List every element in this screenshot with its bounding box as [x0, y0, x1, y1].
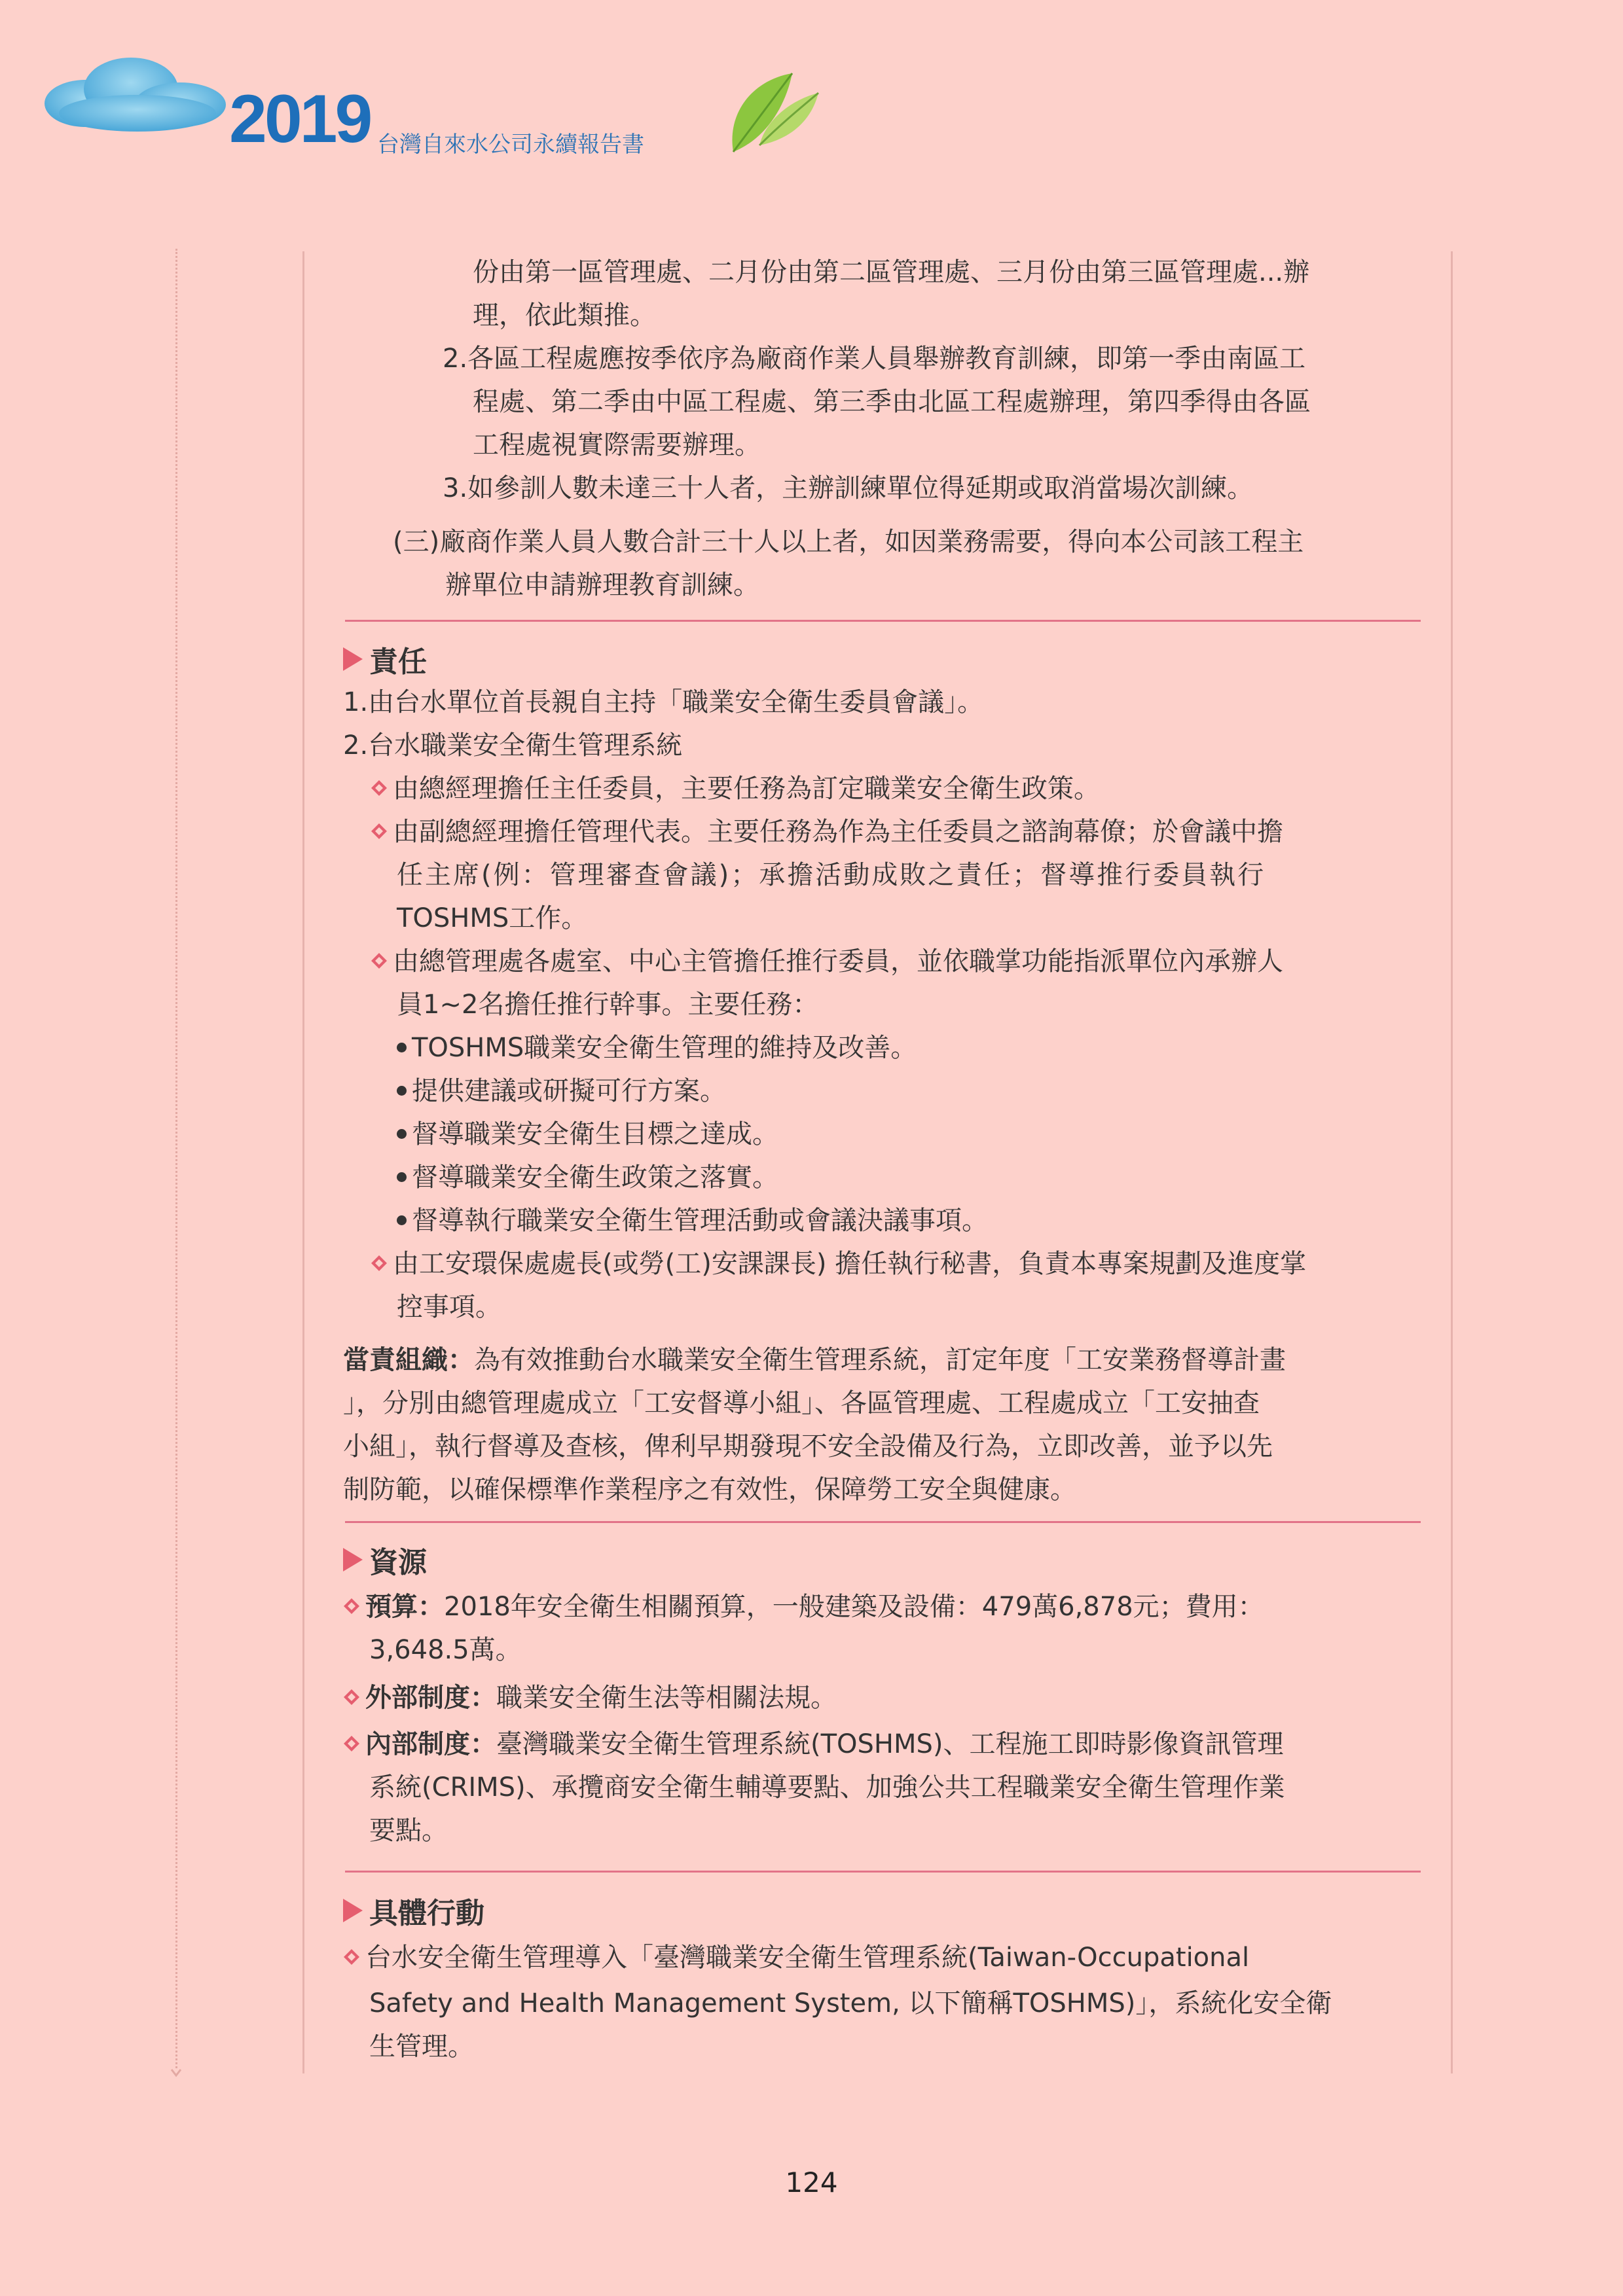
diamond-bullet-icon — [343, 1689, 360, 1706]
diamond-bullet-icon — [371, 1255, 388, 1272]
dot-bullet-icon — [397, 1086, 407, 1096]
action-item-cont: Safety and Health Management System, 以下簡稱TOSHMS)」，系統化安全衛 — [369, 1988, 1332, 2018]
section-divider — [345, 620, 1421, 622]
responsibility-item-2: 2.台水職業安全衛生管理系統 — [343, 730, 683, 761]
section-heading-resources: 資源 — [343, 1538, 427, 1581]
right-rule — [1451, 251, 1453, 2073]
intro-item-3: 3.如參訓人數未達三十人者，主辦訓練單位得延期或取消當場次訓練。 — [443, 473, 1254, 503]
intro-line: 理，依此類推。 — [473, 300, 656, 331]
triangle-bullet-icon — [343, 1548, 363, 1571]
section-divider — [345, 1521, 1421, 1523]
intro-line: 份由第一區管理處、二月份由第二區管理處、三月份由第三區管理處...辦 — [473, 257, 1310, 287]
dot-bullet-icon — [397, 1129, 407, 1139]
dot-bullet-icon — [397, 1043, 407, 1052]
accountability-paragraph: 小組」，執行督導及查核，俾利早期發現不安全設備及行為，立即改善，並予以先 — [343, 1431, 1273, 1462]
leaf-logo-icon — [720, 60, 825, 158]
dot-bullet-icon — [397, 1172, 407, 1182]
action-item: 台水安全衛生管理導入「臺灣職業安全衛生管理系統(Taiwan-Occupational — [343, 1936, 1249, 1979]
intro-paragraph-3: 辦單位申請辦理教育訓練。 — [445, 570, 759, 600]
left-rule — [302, 251, 304, 2073]
page-number: 124 — [785, 2166, 838, 2198]
resource-budget: 預算：2018年安全衛生相關預算，一般建築及設備：479萬6,878元；費用： — [343, 1585, 1264, 1628]
duty-item: 由工安環保處處長(或勞(工)安課課長) 擔任執行秘書，負責本專案規劃及進度掌 — [371, 1242, 1306, 1285]
duty-item-cont: TOSHMS工作。 — [397, 903, 588, 933]
diamond-bullet-icon — [371, 952, 388, 969]
dot-bullet-icon — [397, 1215, 407, 1225]
task-bullet: TOSHMS職業安全衛生管理的維持及改善。 — [397, 1026, 917, 1069]
duty-item: 由總管理處各處室、中心主管擔任推行委員，並依職掌功能指派單位內承辦人 — [371, 940, 1283, 983]
accountability-paragraph: 」，分別由總管理處成立「工安督導小組」、各區管理處、工程處成立「工安抽查 — [343, 1388, 1260, 1418]
task-bullet: 督導執行職業安全衛生管理活動或會議決議事項。 — [397, 1199, 988, 1242]
task-bullet: 督導職業安全衛生政策之落實。 — [397, 1156, 778, 1199]
intro-item-2: 2.各區工程處應按季依序為廠商作業人員舉辦教育訓練，即第一季由南區工 — [443, 344, 1306, 374]
cloud-logo-icon — [39, 51, 236, 136]
accountability-paragraph: 當責組織：為有效推動台水職業安全衛生管理系統，訂定年度「工安業務督導計畫 — [343, 1345, 1286, 1375]
task-bullet: 提供建議或研擬可行方案。 — [397, 1069, 726, 1113]
intro-item-2: 工程處視實際需要辦理。 — [473, 430, 761, 460]
duty-item-cont: 任主席(例：管理審查會議)；承擔活動成敗之責任；督導推行委員執行 — [397, 860, 1266, 890]
intro-item-2: 程處、第二季由中區工程處、第三季由北區工程處辦理，第四季得由各區 — [473, 387, 1311, 417]
action-item-cont: 生管理。 — [369, 2032, 474, 2062]
section-heading-responsibility: 責任 — [343, 637, 427, 681]
diamond-bullet-icon — [343, 1598, 360, 1615]
intro-paragraph-3: (三)廠商作業人員人數合計三十人以上者，如因業務需要，得向本公司該工程主 — [393, 527, 1304, 557]
triangle-bullet-icon — [343, 647, 363, 671]
section-heading-actions: 具體行動 — [343, 1889, 484, 1932]
resource-internal-cont: 要點。 — [369, 1816, 448, 1846]
diamond-bullet-icon — [371, 823, 388, 840]
duty-item: 由總經理擔任主任委員，主要任務為訂定職業安全衛生政策。 — [371, 767, 1100, 810]
resource-internal: 內部制度：臺灣職業安全衛生管理系統(TOSHMS)、工程施工即時影像資訊管理 — [343, 1723, 1284, 1766]
report-year: 2019 — [229, 81, 371, 157]
diamond-bullet-icon — [371, 780, 388, 797]
triangle-bullet-icon — [343, 1899, 363, 1922]
diamond-bullet-icon — [343, 1948, 360, 1965]
report-title: 台灣自來水公司永續報告書 — [377, 132, 644, 158]
margin-dotted-line — [175, 249, 177, 2068]
diamond-bullet-icon — [343, 1735, 360, 1752]
resource-budget-cont: 3,648.5萬。 — [369, 1635, 522, 1665]
duty-item: 由副總經理擔任管理代表。主要任務為作為主任委員之諮詢幕僚；於會議中擔 — [371, 810, 1283, 853]
resource-internal-cont: 系統(CRIMS)、承攬商安全衛生輔導要點、加強公共工程職業安全衛生管理作業 — [369, 1772, 1285, 1803]
chevron-down-icon — [170, 2068, 182, 2077]
section-divider — [345, 1871, 1421, 1873]
accountability-paragraph: 制防範，以確保標準作業程序之有效性，保障勞工安全與健康。 — [343, 1475, 1076, 1505]
task-bullet: 督導職業安全衛生目標之達成。 — [397, 1113, 778, 1156]
duty-item-cont: 員1~2名擔任推行幹事。主要任務： — [397, 990, 819, 1020]
responsibility-item-1: 1.由台水單位首長親自主持「職業安全衛生委員會議」。 — [343, 687, 984, 717]
duty-item-cont: 控事項。 — [397, 1292, 501, 1322]
resource-external: 外部制度：職業安全衛生法等相關法規。 — [343, 1676, 837, 1719]
